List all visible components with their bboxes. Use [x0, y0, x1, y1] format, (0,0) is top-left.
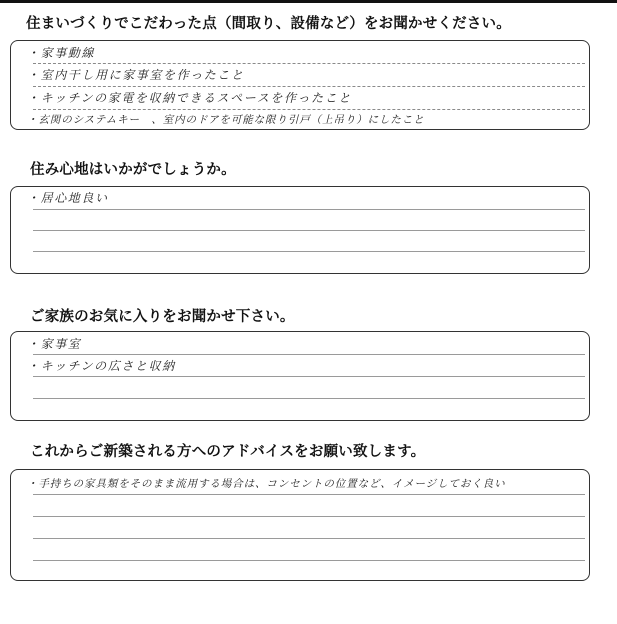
ruled-line: [33, 494, 585, 495]
ruled-line: [33, 538, 585, 539]
ruled-line: [33, 251, 585, 252]
ruled-line: [33, 354, 585, 355]
question-family-favorite: ご家族のお気に入りをお聞かせ下さい。: [30, 309, 295, 325]
answer-box-comfort: [10, 186, 590, 274]
top-border-line: [0, 0, 617, 3]
answer-line: ・手持ちの家具類をそのまま流用する場合は、コンセントの位置など、イメージしておく良い: [27, 478, 506, 490]
answer-box-design-points: [10, 40, 590, 130]
answer-line: ・居心地良い: [27, 191, 109, 205]
answer-line: ・家事動線: [27, 46, 96, 60]
question-advice: これからご新築される方へのアドバイスをお願い致します。: [30, 444, 426, 460]
question-design-points: 住まいづくりでこだわった点（間取り、設備など）をお聞かせください。: [26, 16, 511, 32]
answer-line: ・キッチンの家電を収納できるスペースを作ったこと: [27, 91, 352, 105]
answer-box-family-favorite: [10, 331, 590, 421]
ruled-line: [33, 230, 585, 231]
ruled-line: [33, 86, 585, 87]
ruled-line: [33, 516, 585, 517]
answer-line: ・キッチンの広さと収納: [27, 359, 176, 373]
ruled-line: [33, 63, 585, 64]
question-comfort: 住み心地はいかがでしょうか。: [30, 162, 236, 178]
answer-line: ・室内干し用に家事室を作ったこと: [27, 68, 245, 82]
ruled-line: [33, 209, 585, 210]
answer-line: ・玄関のシステムキー 、室内のドアを可能な限り引戸（上吊り）にしたこと: [27, 114, 425, 126]
ruled-line: [33, 398, 585, 399]
answer-box-advice: [10, 469, 590, 581]
ruled-line: [33, 376, 585, 377]
ruled-line: [33, 560, 585, 561]
answer-line: ・家事室: [27, 337, 82, 351]
ruled-line: [33, 109, 585, 110]
